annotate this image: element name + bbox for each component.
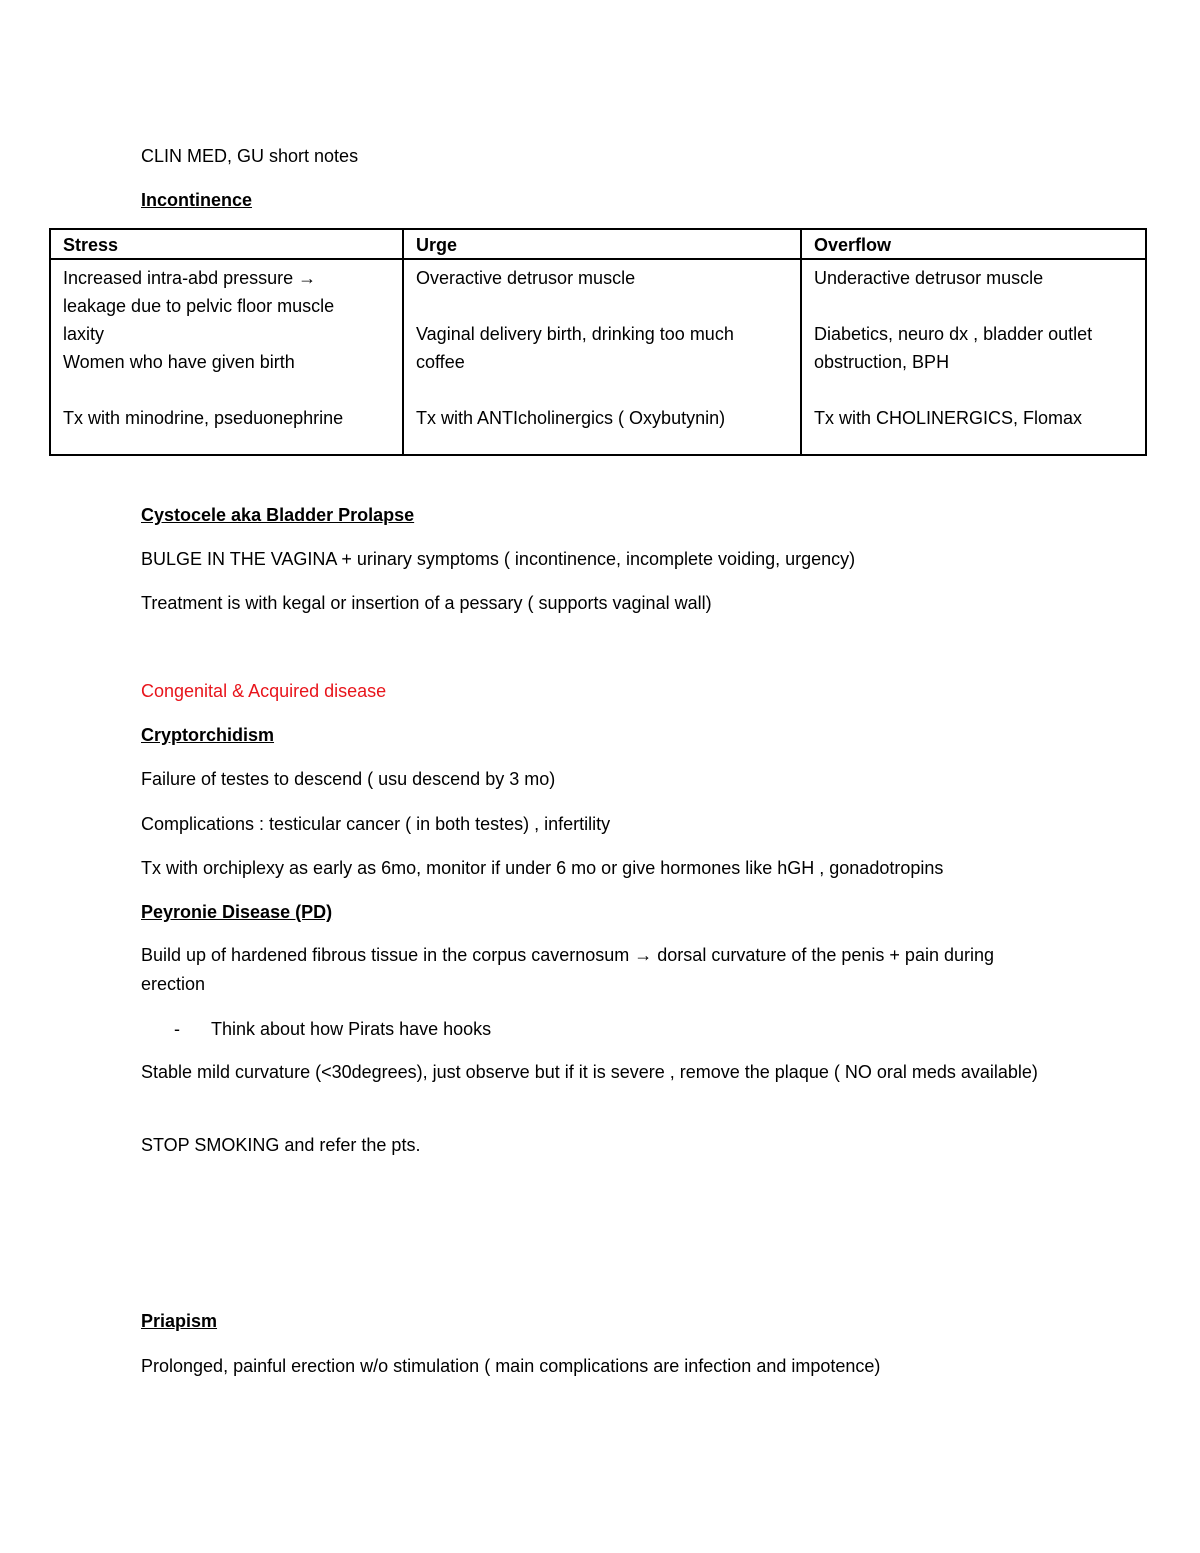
bullet-dash: - bbox=[174, 1019, 180, 1039]
cell-line bbox=[814, 376, 1133, 404]
cell-line bbox=[63, 376, 390, 404]
column-header-overflow: Overflow bbox=[801, 229, 1146, 259]
cystocele-text-1: BULGE IN THE VAGINA + urinary symptoms ( incontinence, incomplete voiding, urgency) bbox=[141, 549, 856, 569]
bullet-text: Think about how Pirats have hooks bbox=[211, 1019, 492, 1039]
table-header-row bbox=[50, 229, 1146, 259]
cell-stress bbox=[50, 259, 403, 455]
cell-line bbox=[416, 376, 788, 404]
cell-line: Diabetics, neuro dx , bladder outlet bbox=[814, 324, 1093, 344]
cell-line bbox=[814, 292, 1133, 320]
cell-line: Tx with CHOLINERGICS, Flomax bbox=[814, 408, 1083, 428]
cell-line: Tx with minodrine, pseduonephrine bbox=[63, 408, 344, 428]
cell-line: leakage due to pelvic floor muscle bbox=[63, 296, 335, 316]
cell-line: obstruction, BPH bbox=[814, 352, 950, 372]
cell-line bbox=[416, 292, 788, 320]
peyronie-text-1: Build up of hardened fibrous tissue in the corpus cavernosum → dorsal curvature of the penis + pain during erection bbox=[141, 945, 994, 994]
cystocele-heading: Cystocele aka Bladder Prolapse bbox=[141, 505, 415, 525]
cell-line: Underactive detrusor muscle bbox=[814, 268, 1044, 288]
cell-line: coffee bbox=[416, 352, 465, 372]
priapism-text-1: Prolonged, painful erection w/o stimulation ( main complications are infection and impotence) bbox=[141, 1356, 881, 1376]
peyronie-heading: Peyronie Disease (PD) bbox=[141, 902, 333, 922]
cryptorchidism-text-1: Failure of testes to descend ( usu descend by 3 mo) bbox=[141, 769, 556, 789]
cell-line: Vaginal delivery birth, drinking too much bbox=[416, 324, 734, 344]
peyronie-text-2: Stable mild curvature (<30degrees), just observe but if it is severe , remove the plaque ( NO oral meds available) bbox=[141, 1062, 1038, 1082]
cryptorchidism-text-2: Complications : testicular cancer ( in both testes) , infertility bbox=[141, 814, 611, 834]
cryptorchidism-heading: Cryptorchidism bbox=[141, 725, 275, 745]
incontinence-table bbox=[49, 228, 1147, 456]
column-header-urge: Urge bbox=[403, 229, 801, 259]
priapism-heading: Priapism bbox=[141, 1311, 218, 1331]
cell-line: Overactive detrusor muscle bbox=[416, 268, 636, 288]
incontinence-heading: Incontinence bbox=[141, 190, 253, 210]
cell-line: Tx with ANTIcholinergics ( Oxybutynin) bbox=[416, 408, 726, 428]
column-header-stress: Stress bbox=[50, 229, 403, 259]
section-title: Congenital & Acquired disease bbox=[141, 681, 387, 701]
cell-line: Increased intra-abd pressure → bbox=[63, 268, 317, 288]
cell-line: laxity bbox=[63, 324, 105, 344]
cystocele-text-2: Treatment is with kegal or insertion of a pessary ( supports vaginal wall) bbox=[141, 593, 712, 613]
document-title: CLIN MED, GU short notes bbox=[141, 146, 359, 166]
cell-urge bbox=[403, 259, 801, 455]
cryptorchidism-text-3: Tx with orchiplexy as early as 6mo, monitor if under 6 mo or give hormones like hGH , gonadotropins bbox=[141, 858, 944, 878]
cell-overflow bbox=[801, 259, 1146, 455]
cell-line: Women who have given birth bbox=[63, 352, 295, 372]
peyronie-text-3: STOP SMOKING and refer the pts. bbox=[141, 1135, 421, 1155]
table-row bbox=[50, 259, 1146, 455]
